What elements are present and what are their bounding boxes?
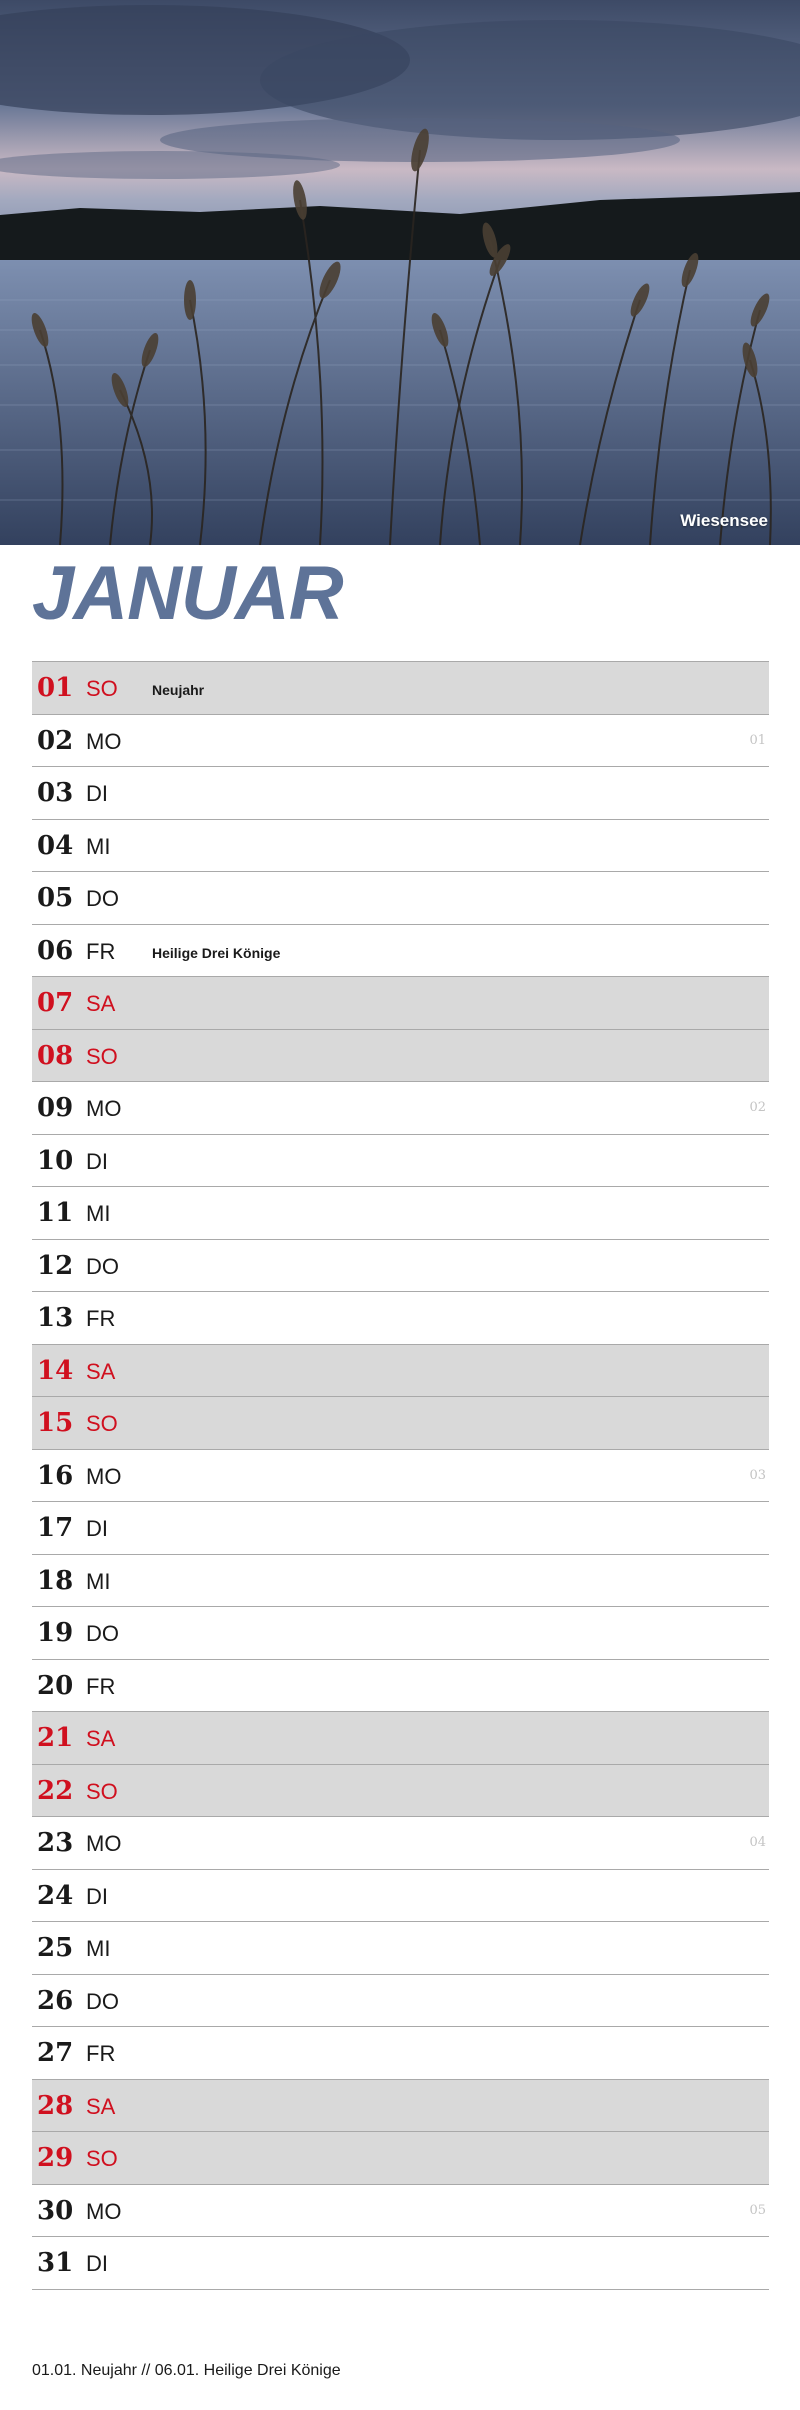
day-row — [32, 1345, 769, 1398]
day-row — [32, 767, 769, 820]
day-number: 24 — [37, 1880, 74, 1911]
week-number: 04 — [749, 1835, 766, 1850]
day-row — [32, 1607, 769, 1660]
weekday-name: SA — [86, 2093, 116, 2119]
week-number: 02 — [749, 1100, 766, 1115]
weekday-name: SO — [86, 1043, 118, 1069]
day-number: 20 — [37, 1670, 74, 1701]
day-row — [32, 2185, 769, 2238]
day-row — [32, 2132, 769, 2185]
day-row — [32, 1660, 769, 1713]
day-number: 25 — [37, 1933, 74, 1963]
weekday-name: MO — [86, 728, 122, 754]
day-row — [32, 662, 769, 715]
day-row — [32, 2237, 769, 2290]
day-number: 03 — [37, 778, 74, 808]
day-row — [32, 2080, 769, 2133]
day-number: 23 — [37, 1828, 74, 1858]
day-row — [32, 1082, 769, 1135]
weekday-name: MO — [86, 2198, 122, 2224]
day-number: 07 — [37, 988, 74, 1018]
day-number: 19 — [37, 1618, 74, 1648]
weekday-name: DI — [86, 2251, 108, 2276]
day-row — [32, 1712, 769, 1765]
day-row — [32, 1765, 769, 1818]
day-row — [32, 1870, 769, 1923]
weekday-name: MI — [86, 833, 111, 859]
day-row — [32, 1187, 769, 1240]
day-row — [32, 1240, 769, 1293]
month-title: JANUAR — [32, 551, 343, 636]
day-number: 11 — [37, 1198, 74, 1228]
weekday-name: SA — [86, 1358, 116, 1384]
weekday-name: SA — [86, 991, 116, 1016]
day-number: 02 — [37, 725, 74, 756]
day-row — [32, 1502, 769, 1555]
day-number: 12 — [37, 1250, 74, 1281]
day-row — [32, 1030, 769, 1083]
day-row — [32, 715, 769, 768]
day-row — [32, 1397, 769, 1450]
weekday-name: MI — [86, 1568, 111, 1594]
day-number: 15 — [37, 1408, 74, 1438]
day-number: 13 — [37, 1303, 74, 1333]
day-number: 27 — [37, 2038, 74, 2068]
weekday-name: MO — [86, 1831, 122, 1856]
weekday-name: MI — [86, 1201, 111, 1226]
day-number: 14 — [37, 1355, 74, 1386]
day-number: 29 — [37, 2143, 74, 2173]
day-row — [32, 1975, 769, 2028]
day-number: 04 — [37, 830, 74, 861]
weekday-name: DO — [86, 1988, 119, 2014]
weekday-name: FR — [86, 1673, 116, 1699]
holiday-label: Heilige Drei Könige — [152, 944, 281, 961]
weekday-name: DI — [86, 781, 108, 806]
day-number: 26 — [37, 1985, 74, 2016]
weekday-name: DI — [86, 1883, 108, 1909]
day-row — [32, 1555, 769, 1608]
day-number: 21 — [37, 1723, 74, 1753]
week-number: 05 — [749, 2202, 766, 2218]
weekday-name: FR — [86, 1306, 116, 1331]
day-number: 17 — [37, 1513, 74, 1543]
weekday-name: SO — [86, 2146, 118, 2171]
day-number: 10 — [37, 1145, 74, 1176]
day-number: 01 — [37, 673, 74, 703]
day-number: 31 — [37, 2248, 74, 2278]
weekday-name: DI — [86, 1148, 108, 1174]
day-number: 18 — [37, 1565, 74, 1596]
weekday-name: SO — [86, 676, 118, 701]
day-number: 30 — [37, 2195, 74, 2226]
day-number: 08 — [37, 1040, 74, 1071]
day-row — [32, 872, 769, 925]
day-number: 28 — [37, 2090, 74, 2121]
weekday-name: FR — [86, 2041, 116, 2066]
weekday-name: FR — [86, 938, 116, 964]
day-list — [32, 661, 769, 2290]
weekday-name: MI — [86, 1936, 111, 1961]
weekday-name: DO — [86, 1621, 119, 1646]
weekday-name: DI — [86, 1516, 108, 1541]
day-number: 09 — [37, 1093, 74, 1123]
photo-caption: Wiesensee — [680, 511, 768, 530]
week-number: 01 — [749, 732, 766, 748]
weekday-name: SA — [86, 1726, 116, 1751]
day-number: 16 — [37, 1460, 74, 1491]
day-row — [32, 925, 769, 978]
day-number: 22 — [37, 1775, 74, 1806]
day-row — [32, 820, 769, 873]
day-row — [32, 1135, 769, 1188]
day-number: 05 — [37, 883, 74, 913]
day-row — [32, 1922, 769, 1975]
header-photo — [0, 0, 800, 545]
day-row — [32, 1292, 769, 1345]
holiday-footer: 01.01. Neujahr // 06.01. Heilige Drei Könige — [32, 2362, 341, 2379]
day-row — [32, 1450, 769, 1503]
day-row — [32, 977, 769, 1030]
weekday-name: DO — [86, 1253, 119, 1279]
weekday-name: DO — [86, 886, 119, 911]
weekday-name: MO — [86, 1096, 122, 1121]
day-row — [32, 1817, 769, 1870]
day-row — [32, 2027, 769, 2080]
day-number: 06 — [37, 935, 74, 966]
weekday-name: SO — [86, 1778, 118, 1804]
lake-landscape-image — [0, 0, 800, 545]
holiday-label: Neujahr — [152, 682, 205, 698]
week-number: 03 — [749, 1467, 766, 1483]
weekday-name: SO — [86, 1411, 118, 1436]
weekday-name: MO — [86, 1463, 122, 1489]
